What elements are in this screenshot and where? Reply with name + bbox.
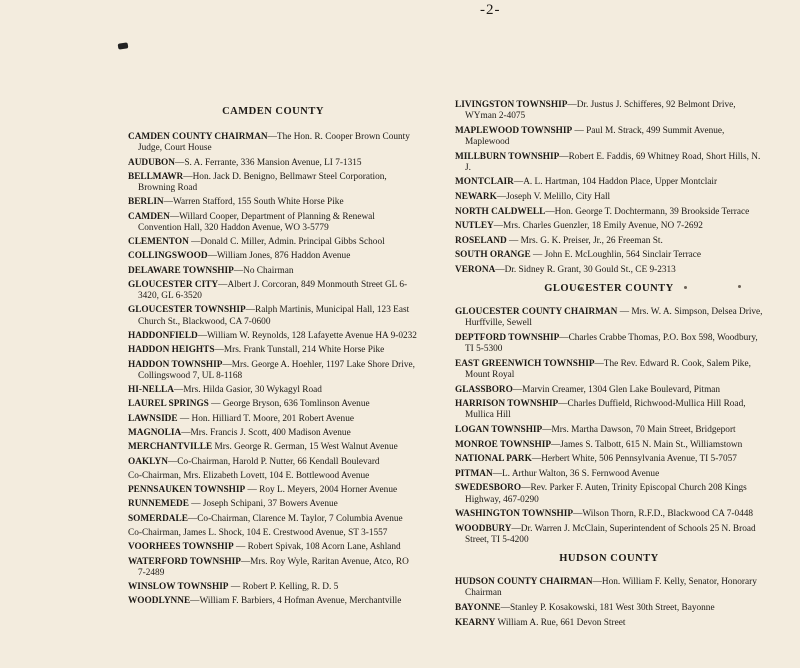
entry-contact: —Mrs. Hilda Gasior, 30 Wykagyl Road bbox=[173, 385, 322, 396]
directory-entry bbox=[455, 307, 763, 329]
entry-municipality: ROSELAND bbox=[455, 235, 507, 246]
entry-municipality: GLOUCESTER CITY bbox=[128, 279, 219, 290]
entry-municipality: NATIONAL PARK bbox=[455, 454, 532, 465]
entry-municipality: LAUREL SPRINGS bbox=[128, 399, 209, 410]
directory-entry bbox=[128, 528, 418, 539]
ink-mark bbox=[118, 42, 129, 49]
directory-entry bbox=[128, 158, 418, 169]
directory-entry bbox=[455, 454, 763, 465]
entry-municipality: HADDON TOWNSHIP bbox=[128, 359, 223, 370]
entry-contact: — Mrs. W. A. Simpson, Delsea Drive, Hurffville, Sewell bbox=[465, 307, 763, 329]
directory-entry bbox=[128, 172, 418, 194]
entry-contact: — Paul M. Strack, 499 Summit Avenue, Maplewood bbox=[465, 125, 725, 147]
entry-contact: —William F. Barbiers, 4 Hofman Avenue, Merchantville bbox=[190, 596, 402, 607]
directory-entry bbox=[128, 280, 418, 302]
directory-entry bbox=[455, 399, 763, 421]
directory-entry bbox=[128, 399, 418, 410]
directory-entry bbox=[128, 212, 418, 234]
entry-contact: —James S. Talbott, 615 N. Main St., Williamstown bbox=[551, 439, 743, 450]
entry-contact: — Robert P. Kelling, R. D. 5 bbox=[228, 582, 339, 593]
directory-entry bbox=[455, 221, 763, 232]
directory-entry bbox=[128, 385, 418, 396]
entry-contact: —Charles Duffield, Richwood-Mullica Hill Road, Mullica Hill bbox=[465, 399, 746, 421]
entry-contact: —Dr. Warren J. McClain, Superintendent of Schools 25 N. Broad Street, TI 5-4200 bbox=[465, 523, 756, 545]
entry-municipality: MONTCLAIR bbox=[455, 177, 514, 188]
entry-contact: —William Jones, 876 Haddon Avenue bbox=[207, 251, 351, 262]
directory-entry bbox=[128, 442, 418, 453]
entry-municipality: DEPTFORD TOWNSHIP bbox=[455, 332, 560, 343]
entry-contact: —Mrs. Charles Guenzler, 18 Emily Avenue, NO 7-2692 bbox=[493, 221, 703, 232]
entry-contact: — John E. McLoughlin, 564 Sinclair Terrace bbox=[530, 250, 702, 261]
directory-entry bbox=[455, 250, 763, 261]
directory-entry bbox=[128, 471, 418, 482]
entry-contact: — Hon. Hilliard T. Moore, 201 Robert Avenue bbox=[177, 413, 354, 424]
directory-entry bbox=[128, 428, 418, 439]
entry-municipality: HADDONFIELD bbox=[128, 330, 198, 341]
directory-entry bbox=[455, 483, 763, 505]
entry-municipality: MAGNOLIA bbox=[128, 427, 182, 438]
entry-municipality: CAMDEN bbox=[128, 211, 170, 222]
entry-municipality: VERONA bbox=[455, 264, 496, 275]
hudson-county-heading: HUDSON COUNTY bbox=[559, 553, 659, 565]
page-number: -2- bbox=[480, 2, 501, 18]
gloucester-entries bbox=[455, 307, 763, 546]
entry-municipality: NEWARK bbox=[455, 191, 497, 202]
entry-contact: —Dr. Sidney R. Grant, 30 Gould St., CE 9-2313 bbox=[495, 264, 676, 275]
entry-contact: — Joseph Schipani, 37 Bowers Avenue bbox=[188, 499, 338, 510]
entry-contact: Co-Chairman, James L. Shock, 104 E. Crestwood Avenue, ST 3-1557 bbox=[128, 528, 388, 539]
entry-contact: —Marvin Creamer, 1304 Glen Lake Boulevard, Pitman bbox=[512, 384, 721, 395]
entry-contact: —Mrs. Martha Dawson, 70 Main Street, Bridgeport bbox=[542, 424, 736, 435]
entry-municipality: WINSLOW TOWNSHIP bbox=[128, 582, 229, 593]
entry-municipality: EAST GREENWICH TOWNSHIP bbox=[455, 358, 595, 369]
entry-municipality: WOODBURY bbox=[455, 523, 512, 534]
directory-entry bbox=[128, 485, 418, 496]
entry-contact: —Mrs. Francis J. Scott, 400 Madison Avenue bbox=[181, 427, 351, 438]
entry-contact: —No Chairman bbox=[233, 265, 294, 276]
directory-entry bbox=[455, 509, 763, 520]
entry-contact: — Robert Spivak, 108 Acorn Lane, Ashland bbox=[233, 542, 401, 553]
entry-municipality: GLASSBORO bbox=[455, 384, 513, 395]
directory-entry bbox=[128, 331, 418, 342]
entry-municipality: NORTH CALDWELL bbox=[455, 206, 546, 217]
entry-contact: Mrs. George R. German, 15 West Walnut Avenue bbox=[212, 442, 398, 453]
entry-contact: —Joseph V. Melillo, City Hall bbox=[496, 191, 611, 202]
directory-entry bbox=[128, 345, 418, 356]
entry-municipality: HARRISON TOWNSHIP bbox=[455, 399, 559, 410]
entry-municipality: LIVINGSTON TOWNSHIP bbox=[455, 100, 568, 110]
entry-contact: William A. Rue, 661 Devon Street bbox=[495, 617, 626, 628]
essex-continued-entries bbox=[455, 100, 763, 276]
entry-municipality: MONROE TOWNSHIP bbox=[455, 439, 551, 450]
entry-contact: —Hon. George T. Dochtermann, 39 Brookside Terrace bbox=[545, 206, 750, 217]
entry-municipality: HADDON HEIGHTS bbox=[128, 345, 215, 356]
entry-contact: —L. Arthur Walton, 36 S. Fernwood Avenue bbox=[492, 468, 660, 479]
entry-municipality: GLOUCESTER COUNTY CHAIRMAN bbox=[455, 307, 618, 318]
entry-municipality: CLEMENTON bbox=[128, 237, 189, 248]
entry-municipality: BAYONNE bbox=[455, 602, 501, 613]
entry-municipality: SOMERDALE bbox=[128, 513, 188, 524]
directory-entry bbox=[128, 414, 418, 425]
entry-municipality: BELLMAWR bbox=[128, 171, 184, 182]
directory-entry bbox=[128, 514, 418, 525]
entry-municipality: WASHINGTON TOWNSHIP bbox=[455, 509, 574, 520]
directory-entry bbox=[128, 457, 418, 468]
entry-municipality: WOODLYNNE bbox=[128, 596, 191, 607]
entry-contact: —Stanley P. Kosakowski, 181 West 30th Street, Bayonne bbox=[500, 602, 715, 613]
entry-contact: —Ralph Martinis, Municipal Hall, 123 East Church St., Blackwood, CA 7-0600 bbox=[138, 305, 410, 327]
entry-municipality: LOGAN TOWNSHIP bbox=[455, 424, 543, 435]
camden-entries bbox=[128, 132, 418, 608]
directory-entry bbox=[455, 577, 763, 599]
entry-municipality: OAKLYN bbox=[128, 456, 168, 467]
directory-entry bbox=[455, 469, 763, 480]
directory-entry bbox=[455, 333, 763, 355]
entry-municipality: MILLBURN TOWNSHIP bbox=[455, 151, 560, 162]
entry-municipality: CAMDEN COUNTY CHAIRMAN bbox=[128, 132, 268, 142]
directory-entry bbox=[128, 582, 418, 593]
entry-contact: —Dr. Justus J. Schifferes, 92 Belmont Drive, WYman 2-4075 bbox=[465, 100, 736, 122]
entry-municipality: DELAWARE TOWNSHIP bbox=[128, 265, 234, 276]
entry-contact: —Wilson Thorn, R.F.D., Blackwood CA 7-0448 bbox=[573, 509, 754, 520]
entry-municipality: AUDUBON bbox=[128, 157, 176, 168]
directory-entry bbox=[128, 499, 418, 510]
directory-entry bbox=[128, 251, 418, 262]
directory-entry bbox=[455, 236, 763, 247]
entry-contact: —Warren Stafford, 155 South White Horse Pike bbox=[163, 197, 344, 208]
directory-entry bbox=[128, 557, 418, 579]
entry-municipality: VOORHEES TOWNSHIP bbox=[128, 542, 234, 553]
gloucester-county-heading: GLOUCESTER COUNTY bbox=[544, 283, 674, 295]
entry-municipality: GLOUCESTER TOWNSHIP bbox=[128, 305, 246, 316]
directory-entry bbox=[455, 359, 763, 381]
directory-entry bbox=[455, 603, 763, 614]
entry-municipality: SOUTH ORANGE bbox=[455, 250, 531, 261]
entry-contact: —Hon. William F. Kelly, Senator, Honorary Chairman bbox=[465, 577, 757, 599]
entry-contact: — Roy L. Meyers, 2004 Horner Avenue bbox=[245, 485, 398, 496]
entry-municipality: LAWNSIDE bbox=[128, 413, 178, 424]
directory-entry bbox=[128, 542, 418, 553]
entry-contact: —Albert J. Corcoran, 849 Monmouth Street GL 6-3420, GL 6-3520 bbox=[138, 279, 408, 302]
entry-municipality: COLLINGSWOOD bbox=[128, 251, 208, 262]
entry-contact: —William W. Reynolds, 128 Lafayette Avenue HA 9-0232 bbox=[197, 330, 417, 341]
directory-entry bbox=[455, 385, 763, 396]
entry-contact: —Charles Crabbe Thomas, P.O. Box 598, Woodbury, TI 5-5300 bbox=[465, 332, 758, 355]
entry-municipality: NUTLEY bbox=[455, 221, 494, 232]
directory-entry bbox=[128, 266, 418, 277]
left-column bbox=[128, 105, 418, 611]
directory-entry bbox=[455, 152, 763, 174]
entry-contact: — George Bryson, 636 Tomlinson Avenue bbox=[208, 399, 370, 410]
entry-contact: —Herbert White, 506 Pennsylvania Avenue, TI 5-7057 bbox=[531, 454, 737, 465]
right-column bbox=[455, 100, 763, 632]
entry-contact: —S. A. Ferrante, 336 Mansion Avenue, LI 7-1315 bbox=[175, 157, 362, 168]
directory-entry bbox=[455, 618, 763, 629]
entry-contact: Co-Chairman, Mrs. Elizabeth Lovett, 104 E. Bottlewood Avenue bbox=[128, 470, 370, 481]
hudson-entries bbox=[455, 577, 763, 629]
entry-municipality: BERLIN bbox=[128, 197, 164, 208]
entry-contact: —Willard Cooper, Department of Planning & Renewal Convention Hall, 320 Haddon Avenue, WO 3-5779 bbox=[138, 211, 375, 233]
entry-municipality: PENNSAUKEN TOWNSHIP bbox=[128, 485, 246, 496]
directory-entry bbox=[128, 360, 418, 382]
entry-municipality: RUNNEMEDE bbox=[128, 499, 189, 510]
entry-contact: —The Rev. Edward R. Cook, Salem Pike, Mount Royal bbox=[465, 358, 751, 380]
entry-municipality: MAPLEWOOD TOWNSHIP bbox=[455, 125, 573, 136]
directory-entry bbox=[128, 596, 418, 607]
entry-contact: —A. L. Hartman, 104 Haddon Place, Upper Montclair bbox=[513, 177, 718, 188]
directory-entry bbox=[455, 207, 763, 218]
directory-entry bbox=[128, 305, 418, 327]
entry-municipality: HUDSON COUNTY CHAIRMAN bbox=[455, 577, 593, 588]
entry-municipality: MERCHANTVILLE bbox=[128, 442, 213, 453]
directory-entry bbox=[455, 265, 763, 276]
entry-contact: —Mrs. George A. Hoehler, 1197 Lake Shore Drive, Collingswood 7, UL 8-1168 bbox=[138, 359, 415, 381]
entry-contact: —Mrs. Frank Tunstall, 214 White Horse Pike bbox=[214, 345, 385, 356]
entry-municipality: WATERFORD TOWNSHIP bbox=[128, 556, 241, 567]
entry-contact: —Mrs. Roy Wyle, Raritan Avenue, Atco, RO 7-2489 bbox=[138, 556, 409, 578]
camden-county-heading: CAMDEN COUNTY bbox=[222, 106, 324, 117]
entry-municipality: HI-NELLA bbox=[128, 385, 174, 396]
entry-contact: —Co-Chairman, Clarence M. Taylor, 7 Columbia Avenue bbox=[187, 513, 403, 524]
directory-entry bbox=[455, 126, 763, 148]
directory-entry bbox=[455, 100, 763, 122]
entry-contact: —Rev. Parker F. Auten, Trinity Episcopal Church 208 Kings Highway, 467-0290 bbox=[465, 483, 747, 505]
entry-municipality: SWEDESBORO bbox=[455, 483, 522, 494]
entry-contact: —The Hon. R. Cooper Brown County Judge, Court House bbox=[138, 132, 410, 154]
directory-entry bbox=[455, 524, 763, 546]
directory-entry bbox=[128, 197, 418, 208]
entry-municipality: KEARNY bbox=[455, 617, 496, 628]
directory-entry bbox=[128, 237, 418, 248]
entry-contact: —Donald C. Miller, Admin. Principal Gibbs School bbox=[188, 237, 385, 248]
directory-entry bbox=[128, 132, 418, 154]
entry-municipality: PITMAN bbox=[455, 468, 493, 479]
directory-entry bbox=[455, 440, 763, 451]
entry-contact: — Mrs. G. K. Preiser, Jr., 26 Freeman St. bbox=[506, 235, 663, 246]
entry-contact: —Robert E. Faddis, 69 Whitney Road, Short Hills, N. J. bbox=[465, 151, 761, 173]
directory-entry bbox=[455, 425, 763, 436]
entry-contact: —Hon. Jack D. Benigno, Bellmawr Steel Corporation, Browning Road bbox=[138, 171, 387, 193]
entry-contact: —Co-Chairman, Harold P. Nutter, 66 Kendall Boulevard bbox=[167, 456, 380, 467]
directory-entry bbox=[455, 192, 763, 203]
directory-entry bbox=[455, 177, 763, 188]
